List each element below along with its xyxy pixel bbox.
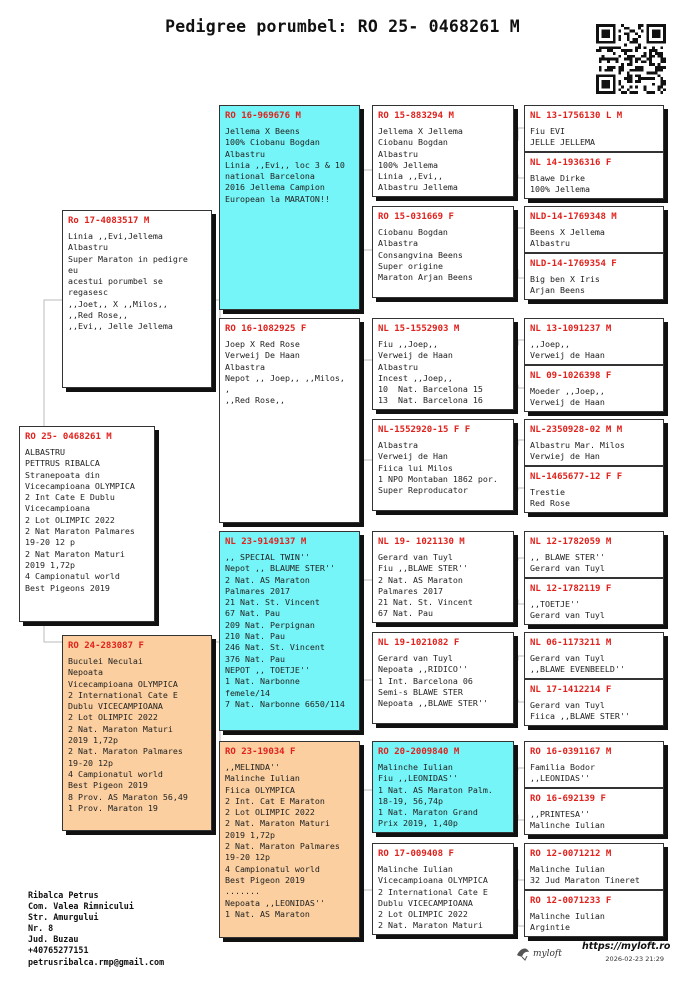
card-line: 2 Lot OLIMPIC 2022 <box>378 909 468 920</box>
card-line: 1 Nat. Narbonne <box>225 676 300 687</box>
card-line: 18-19, 56,74p <box>378 795 443 806</box>
pedigree-card-g4-13[interactable] <box>524 741 664 788</box>
card-line: , <box>225 384 230 395</box>
card-details <box>225 762 355 920</box>
card-line: ,,Joet,, X ,,Milos,, <box>68 298 168 309</box>
pedigree-card-g4-2[interactable] <box>524 152 664 199</box>
ring-number: RO 20-2009840 M <box>378 747 460 757</box>
card-line: Super Reproducator <box>378 485 468 496</box>
card-details <box>530 809 659 832</box>
card-line: Super origine <box>378 260 443 271</box>
ring-number: NLD-14-1769348 M <box>530 212 617 222</box>
pedigree-card-sd[interactable] <box>219 318 360 523</box>
card-line: 21 Nat. St. Vincent <box>225 597 320 608</box>
card-line: Gerard van Tuyl <box>530 610 605 621</box>
owner-address-3: Nr. 8 <box>28 923 54 934</box>
card-line: Albastru <box>378 361 418 372</box>
pedigree-card-ss[interactable] <box>219 105 360 310</box>
ring-number: RO 15-883294 M <box>378 111 454 121</box>
card-line: Nepot ,, BLAUME STER'' <box>225 563 335 574</box>
pedigree-card-g4-7[interactable] <box>524 419 664 466</box>
ring-number: RO 17-009408 F <box>378 849 454 859</box>
card-details <box>378 552 509 620</box>
card-line: Fiu EVI <box>530 126 565 136</box>
pedigree-card-g4-6[interactable] <box>524 365 664 412</box>
card-line: 209 Nat. Perpignan <box>225 619 315 630</box>
pedigree-card-dam[interactable] <box>62 635 212 831</box>
card-line: Gerard van Tuyl <box>530 700 605 710</box>
pedigree-card-sdd[interactable] <box>372 419 514 511</box>
card-line: Ciobanu Bogdan <box>378 227 448 237</box>
card-line: Albastru <box>378 148 418 159</box>
card-line: 2019 1,72p <box>225 829 275 840</box>
card-line: JELLE JELLEMA <box>530 137 595 148</box>
card-line: femele/14 <box>225 687 270 698</box>
ring-number: NL 14-1936316 F <box>530 158 612 168</box>
card-line: Trestie <box>530 487 565 497</box>
card-line: Blawe Dirke <box>530 173 585 183</box>
card-line: ,,BLAWE EVENBEELD'' <box>530 664 625 675</box>
card-line: 2 Int. Cat E Maraton <box>225 795 325 806</box>
card-line: Fiica ,,BLAWE STER'' <box>530 711 630 722</box>
card-line: ,, SPECIAL TWIN'' <box>225 552 310 562</box>
ring-number: NL 13-1091237 M <box>530 324 612 334</box>
card-line: Dublu VICECAMPIOANA <box>378 897 473 908</box>
owner-county: Jud. Buzau <box>28 934 79 945</box>
card-line: Albastru Mar. Milos <box>530 440 625 450</box>
card-line: Verweij De Haan <box>225 350 300 361</box>
card-line: 67 Nat. Pau <box>225 608 280 619</box>
card-line: Maraton Arjan Beens <box>378 272 473 283</box>
card-line: 2019 1,72p <box>68 735 118 746</box>
card-details <box>68 231 207 333</box>
pedigree-card-g4-4[interactable] <box>524 253 664 300</box>
card-details <box>378 762 509 830</box>
pedigree-card-dd[interactable] <box>219 741 360 938</box>
card-line: 4 Campionatul world <box>225 863 320 874</box>
card-line: Albastru <box>530 238 570 249</box>
card-line: Malinche Iulian <box>225 773 300 784</box>
ring-number: NL 15-1552903 M <box>378 324 460 334</box>
card-line: 1 Nat. AS Maraton <box>225 908 310 919</box>
card-line: 100% Ciobanu Bogdan <box>225 137 320 148</box>
card-line: Linia ,,Evi,Jellema <box>68 231 163 241</box>
card-line: ,,TOETJE'' <box>530 599 580 609</box>
pedigree-card-g4-15[interactable] <box>524 843 664 890</box>
ring-number: NL 12-1782059 M <box>530 537 612 547</box>
pedigree-card-g4-3[interactable] <box>524 206 664 253</box>
card-details <box>378 227 509 283</box>
card-line: ,,MELINDA'' <box>225 762 280 772</box>
ring-number: NL 12-1782119 F <box>530 584 612 594</box>
ring-number: NL 06-1173211 M <box>530 638 612 648</box>
card-line: 10 Nat. Barcelona 15 <box>378 384 483 395</box>
pedigree-card-dds[interactable] <box>372 741 514 833</box>
pedigree-card-subject[interactable] <box>19 426 155 622</box>
ring-number: NL 23-9149137 M <box>225 537 307 547</box>
ring-number: RO 16-0391167 M <box>530 747 612 757</box>
card-line: Beens X Jellema <box>530 227 605 237</box>
pedigree-card-sss[interactable] <box>372 105 514 197</box>
card-line: 32 Jud Maraton Tineret <box>530 875 640 886</box>
card-line: European la MARATON!! <box>225 193 330 204</box>
card-line: 100% Jellema <box>378 159 438 170</box>
pedigree-card-ssd[interactable] <box>372 206 514 298</box>
card-line: Consangvina Beens <box>378 249 463 260</box>
card-line: 2 Nat. Maraton Palmares <box>225 841 340 852</box>
card-line: Malinche Iulian <box>530 820 605 831</box>
card-line: 2 Nat. AS Maraton <box>225 574 310 585</box>
card-line: 8 Prov. AS Maraton 56,49 <box>68 791 188 802</box>
card-line: Red Rose <box>530 498 570 509</box>
card-line: Albastra <box>378 440 418 450</box>
card-line: Fiica OLYMPICA <box>225 784 295 795</box>
card-line: ,,PRINTESA'' <box>530 809 590 819</box>
card-line: 2 Int Cate E Dublu <box>25 492 115 503</box>
card-line: 2 Lot OLIMPIC 2022 <box>25 514 115 525</box>
card-line: 2016 Jellema Campion <box>225 182 325 193</box>
card-line: 1 NPO Montaban 1862 por. <box>378 473 498 484</box>
pedigree-card-dss[interactable] <box>372 531 514 623</box>
ring-number: RO 16-692139 F <box>530 794 606 804</box>
card-line: Verweij de Haan <box>530 350 605 361</box>
card-details <box>378 653 509 709</box>
card-line: Ciobanu Bogdan <box>378 137 448 148</box>
card-details <box>378 440 509 496</box>
pedigree-card-g4-16[interactable] <box>524 890 664 937</box>
card-line: Verweij de Haan <box>378 350 453 361</box>
card-line: 2 International Cate E <box>378 886 488 897</box>
card-line: 19-20 12p <box>68 757 113 768</box>
card-line: Linia ,,Evi,, <box>378 171 443 182</box>
card-line: Verweij de Haan <box>530 397 605 408</box>
ring-number: RO 15-031669 F <box>378 212 454 222</box>
card-line: ,,Evi,, Jelle Jellema <box>68 321 173 332</box>
card-line: Fiica lui Milos <box>378 462 453 473</box>
card-line: Gerard van Tuyl <box>378 552 453 562</box>
card-line: Argintie <box>530 922 570 933</box>
card-line: ....... <box>225 886 260 897</box>
owner-info <box>28 890 164 968</box>
card-details <box>530 487 659 510</box>
owner-address-1: Com. Valea Rimnicului <box>28 901 134 912</box>
owner-address-2: Str. Amurgului <box>28 912 99 923</box>
card-line: Best Pigeons 2019 <box>25 582 110 593</box>
card-line: 19-20 12p <box>225 852 270 863</box>
card-details <box>530 700 659 723</box>
card-line: 2 Nat. AS Maraton <box>378 574 463 585</box>
card-line: Best Pigeon 2019 <box>225 874 305 885</box>
card-line: Fiu ,,BLAWE STER'' <box>378 563 468 574</box>
ring-number: NL 19- 1021130 M <box>378 537 465 547</box>
card-line: 1 Nat. AS Maraton Palm. <box>378 784 493 795</box>
card-line: Albastru <box>68 242 108 253</box>
page-title: Pedigree porumbel: RO 25- 0468261 M <box>165 17 520 36</box>
card-line: Malinche Iulian <box>530 864 605 874</box>
ring-number: RO 23-19034 F <box>225 747 296 757</box>
card-line: Vicecampioana OLYMPICA <box>68 678 178 689</box>
card-details <box>25 447 150 594</box>
card-line: 7 Nat. Narbonne 6650/114 <box>225 698 345 709</box>
pedigree-card-g4-10[interactable] <box>524 578 664 625</box>
card-details <box>225 339 355 407</box>
card-line: Albastru Jellema <box>378 182 458 193</box>
card-line: 2 Lot OLIMPIC 2022 <box>68 712 158 723</box>
ring-number: NL 17-1412214 F <box>530 685 612 695</box>
card-details <box>378 126 509 194</box>
card-details <box>378 864 509 932</box>
card-line: ,,LEONIDAS'' <box>530 773 590 784</box>
myloft-url-link[interactable]: https://myloft.ro <box>582 941 671 952</box>
card-line: 19-20 12 p <box>25 537 75 548</box>
owner-phone: +40765277151 <box>28 945 89 956</box>
card-line: Joep X Red Rose <box>225 339 300 349</box>
card-line: Jellema X Jellema <box>378 126 463 136</box>
ring-number: RO 16-969676 M <box>225 111 301 121</box>
pedigree-card-g4-8[interactable] <box>524 466 664 513</box>
pedigree-card-sire[interactable] <box>62 210 212 388</box>
card-line: Nepoata ,,LEONIDAS'' <box>225 897 325 908</box>
card-line: Arjan Beens <box>530 285 585 296</box>
card-line: Stranepoata din <box>25 469 100 480</box>
card-line: Nepot ,, Joep,, ,,Milos, <box>225 372 345 383</box>
card-line: Albastra <box>378 238 418 249</box>
card-line: Familia Bodor <box>530 762 595 772</box>
card-line: Verwiej de Han <box>530 451 600 462</box>
ring-number: NL 09-1026398 F <box>530 371 612 381</box>
ring-number: RO 24-283087 F <box>68 641 144 651</box>
card-line: Dublu VICECAMPIOANA <box>68 701 163 712</box>
card-line: Fiu ,,LEONIDAS'' <box>378 773 458 784</box>
card-line: 4 Campionatul world <box>68 768 163 779</box>
ring-number: RO 12-0071233 F <box>530 896 612 906</box>
card-line: Jellema X Beens <box>225 126 300 136</box>
card-line: 2 Nat Maraton Palmares <box>25 526 135 537</box>
card-line: 2 Nat. Maraton Palmares <box>68 746 183 757</box>
card-line: ,,Joep,, <box>530 339 570 349</box>
card-line: Nepoata ,,RIDICO'' <box>378 664 468 675</box>
card-line: PETTRUS RIBALCA <box>25 458 100 469</box>
card-line: Albastru <box>225 148 265 159</box>
card-line: Prix 2019, 1,40p <box>378 818 458 829</box>
pedigree-card-sds[interactable] <box>372 318 514 410</box>
card-details <box>225 552 355 710</box>
card-line: Incest ,,Joep,, <box>378 372 453 383</box>
pedigree-card-g4-5[interactable] <box>524 318 664 365</box>
pedigree-card-ds[interactable] <box>219 531 360 731</box>
pedigree-card-g4-9[interactable] <box>524 531 664 578</box>
card-details <box>530 339 659 362</box>
card-line: 2 Nat. Maraton Maturi <box>378 920 483 931</box>
card-line: 21 Nat. St. Vincent <box>378 597 473 608</box>
owner-email[interactable]: petrusribalca.rmp@gmail.com <box>28 956 165 967</box>
card-line: 13 Nat. Barcelona 16 <box>378 395 483 406</box>
ring-number: NL-1465677-12 F F <box>530 472 623 482</box>
card-line: Malinche Iulian <box>378 762 453 772</box>
card-line: Big ben X Iris <box>530 274 600 284</box>
card-line: Vicecampioana OLYMPICA <box>25 480 135 491</box>
card-line: Moeder ,,Joep,, <box>530 386 605 396</box>
card-details <box>530 864 659 887</box>
card-line: national Barcelona <box>225 171 315 182</box>
card-line: ,, BLAWE STER'' <box>530 552 605 562</box>
card-line: 1 Prov. Maraton 19 <box>68 802 158 813</box>
card-line: 100% Jellema <box>530 184 590 195</box>
card-line: regasesc <box>68 287 108 298</box>
ring-number: RO 25- 0468261 M <box>25 432 112 442</box>
card-details <box>530 173 659 196</box>
card-line: 2 Nat Maraton Maturi <box>25 548 125 559</box>
card-line: Palmares 2017 <box>378 585 443 596</box>
ring-number: NLD-14-1769354 F <box>530 259 617 269</box>
card-details <box>530 911 659 934</box>
card-line: acestui porumbel se <box>68 276 163 287</box>
card-line: NEPOT ,, TOETJE'' <box>225 664 310 675</box>
card-line: 2 Nat. Maraton Maturi <box>68 723 173 734</box>
card-details <box>530 126 659 149</box>
ring-number: Ro 17-4083517 M <box>68 216 150 226</box>
card-line: eu <box>68 264 78 275</box>
card-line: Super Maraton in pedigre <box>68 253 188 264</box>
card-details <box>530 762 659 785</box>
logo-text: myloft <box>533 949 562 959</box>
ring-number: NL-1552920-15 F F <box>378 425 471 435</box>
card-line: ALBASTRU <box>25 447 65 457</box>
card-line: 67 Nat. Pau <box>378 608 433 619</box>
card-line: 2 Nat. Maraton Maturi <box>225 818 330 829</box>
pedigree-card-ddd[interactable] <box>372 843 514 935</box>
card-line: 2 International Cate E <box>68 689 178 700</box>
card-line: Palmares 2017 <box>225 585 290 596</box>
card-line: Linia ,,Evi,, loc 3 & 10 <box>225 159 345 170</box>
card-details <box>530 653 659 676</box>
pedigree-card-dsd[interactable] <box>372 632 514 724</box>
card-line: Best Pigeon 2019 <box>68 780 148 791</box>
card-line: Semi-s BLAWE STER <box>378 686 463 697</box>
card-details <box>530 440 659 463</box>
card-line: Albastra <box>225 361 265 372</box>
card-details <box>530 599 659 622</box>
card-line: Malinche Iulian <box>378 864 453 874</box>
card-details <box>225 126 355 205</box>
card-line: ,,Red Rose,, <box>68 310 128 321</box>
card-line: 2 Lot OLIMPIC 2022 <box>225 807 315 818</box>
card-line: Fiu ,,Joep,, <box>378 339 438 349</box>
card-line: 4 Campionatul world <box>25 571 120 582</box>
pedigree-card-g4-12[interactable] <box>524 679 664 726</box>
pedigree-card-g4-11[interactable] <box>524 632 664 679</box>
card-line: 376 Nat. Pau <box>225 653 285 664</box>
card-line: 1 Nat. Maraton Grand <box>378 807 478 818</box>
pedigree-card-g4-1[interactable] <box>524 105 664 152</box>
card-line: Buculei Neculai <box>68 656 143 666</box>
card-line: Vicecampioana OLYMPICA <box>378 875 488 886</box>
card-line: Gerard van Tuyl <box>378 653 453 663</box>
card-line: Gerard van Tuyl <box>530 653 605 663</box>
ring-number: NL 13-1756130 L M <box>530 111 623 121</box>
ring-number: NL 19-1021082 F <box>378 638 460 648</box>
card-line: Gerard van Tuyl <box>530 563 605 574</box>
card-details <box>378 339 509 407</box>
card-line: Vicecampioana <box>25 503 90 514</box>
card-line: 1 Int. Barcelona 06 <box>378 675 473 686</box>
ring-number: RO 16-1082925 F <box>225 324 307 334</box>
card-details <box>68 656 207 814</box>
card-line: Nepoata ,,BLAWE STER'' <box>378 698 488 709</box>
card-line: Malinche Iulian <box>530 911 605 921</box>
generated-timestamp: 2026-02-23 21:29 <box>605 955 664 963</box>
card-line: 246 Nat. St. Vincent <box>225 642 325 653</box>
card-line: Nepoata <box>68 667 103 678</box>
card-details <box>530 386 659 409</box>
card-line: Verweij de Han <box>378 451 448 462</box>
card-line: 210 Nat. Pau <box>225 631 285 642</box>
card-line: 2019 1,72p <box>25 559 75 570</box>
owner-name: Ribalca Petrus <box>28 890 99 900</box>
ring-number: RO 12-0071212 M <box>530 849 612 859</box>
pedigree-card-g4-14[interactable] <box>524 788 664 835</box>
card-details <box>530 552 659 575</box>
card-line: ,,Red Rose,, <box>225 395 285 406</box>
ring-number: NL-2350928-02 M M <box>530 425 623 435</box>
card-details <box>530 274 659 297</box>
card-details <box>530 227 659 250</box>
